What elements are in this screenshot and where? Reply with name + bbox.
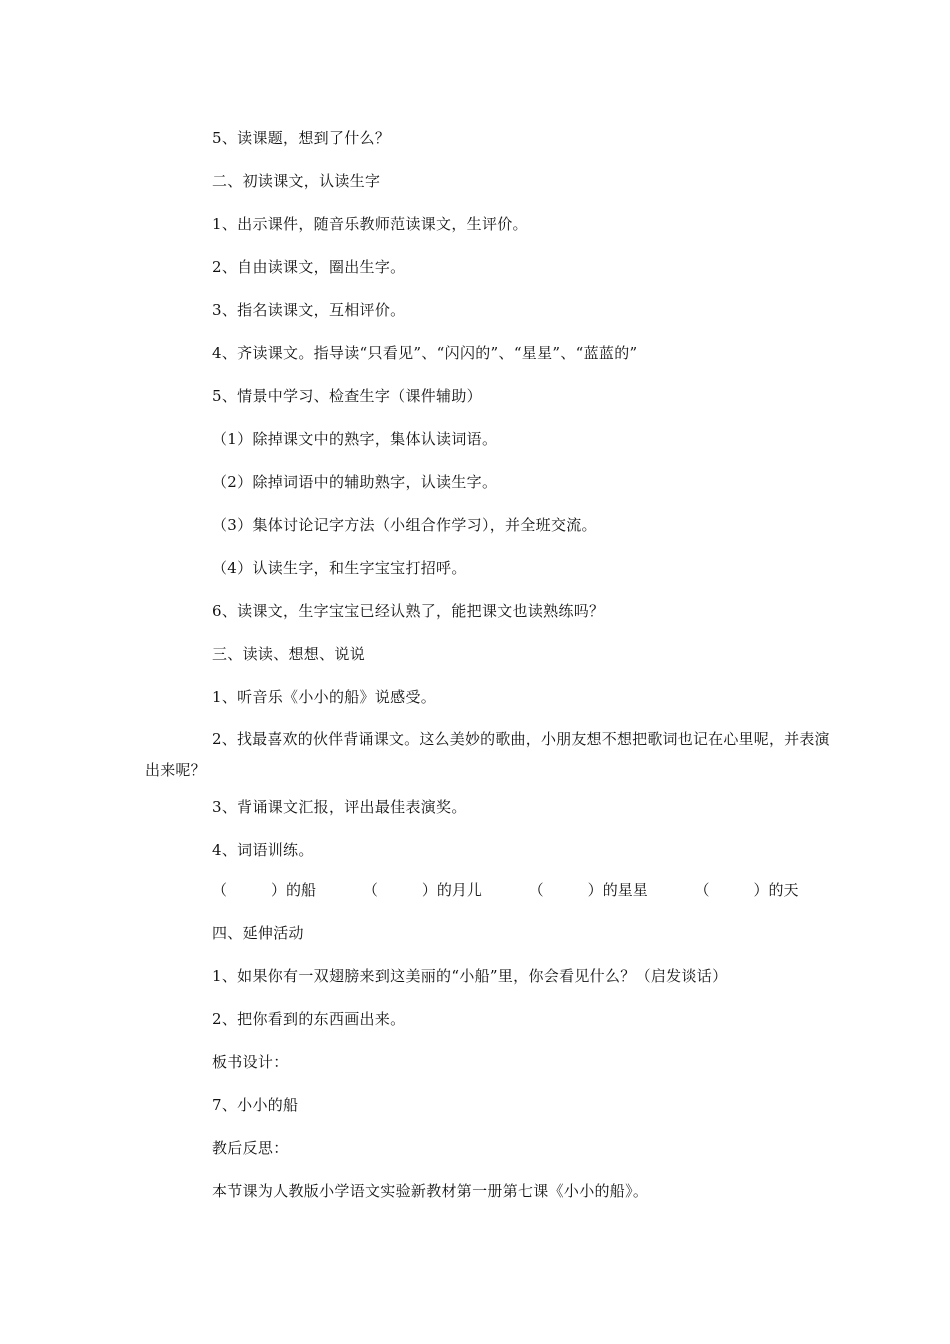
text-line: 1、听音乐《小小的船》说感受。 xyxy=(212,688,437,706)
text-line: 5、读课题，想到了什么？ xyxy=(212,129,391,147)
text-line: （3）集体讨论记字方法（小组合作学习），并全班交流。 xyxy=(212,516,597,534)
section-heading: 四、延伸活动 xyxy=(212,924,304,942)
word-blanks-row xyxy=(212,880,841,900)
text-line: 3、指名读课文，互相评价。 xyxy=(212,301,406,319)
blank-item-label: 的船 xyxy=(286,881,317,899)
blank-item: （ ）的月儿 xyxy=(362,881,482,899)
blank-item: （ ）的星星 xyxy=(528,881,648,899)
paragraph-recite: 2、找最喜欢的伙伴背诵课文。这么美妙的歌曲，小朋友想不想把歌词也记在心里呢，并表演出来呢？ xyxy=(145,730,830,779)
text-line: 1、如果你有一双翅膀来到这美丽的“小船”里，你会看见什么？（启发谈话） xyxy=(212,967,728,985)
text-line: 本节课为人教版小学语文实验新教材第一册第七课《小小的船》。 xyxy=(212,1182,649,1200)
blank-item: （ ）的天 xyxy=(694,881,799,899)
text-line: （2）除掉词语中的辅助熟字，认读生字。 xyxy=(212,473,498,491)
blank-item: （ ）的船 xyxy=(212,881,317,899)
text-line: （1）除掉课文中的熟字，集体认读词语。 xyxy=(212,430,498,448)
text-line: 4、齐读课文。指导读“只看见”、“闪闪的”、“星星”、“蓝蓝的” xyxy=(212,344,638,362)
blank-item-label: 的星星 xyxy=(602,881,648,899)
text-line: 7、小小的船 xyxy=(212,1096,299,1114)
text-line: 5、情景中学习、检查生字（课件辅助） xyxy=(212,387,482,405)
section-heading: 三、读读、想想、说说 xyxy=(212,645,366,663)
section-heading: 二、初读课文，认读生字 xyxy=(212,172,381,190)
text-line: 1、出示课件，随音乐教师范读课文，生评价。 xyxy=(212,215,528,233)
text-line: 3、背诵课文汇报，评出最佳表演奖。 xyxy=(212,798,467,816)
text-line: 板书设计： xyxy=(212,1053,289,1071)
text-line: 教后反思： xyxy=(212,1139,289,1157)
text-line: 2、自由读课文，圈出生字。 xyxy=(212,258,406,276)
text-line: 4、词语训练。 xyxy=(212,841,314,859)
text-line: （4）认读生字，和生字宝宝打招呼。 xyxy=(212,559,467,577)
text-line: 2、把你看到的东西画出来。 xyxy=(212,1010,406,1028)
text-line: 6、读课文，生字宝宝已经认熟了，能把课文也读熟练吗？ xyxy=(212,602,605,620)
blank-item-label: 的月儿 xyxy=(436,881,482,899)
blank-item-label: 的天 xyxy=(768,881,799,899)
